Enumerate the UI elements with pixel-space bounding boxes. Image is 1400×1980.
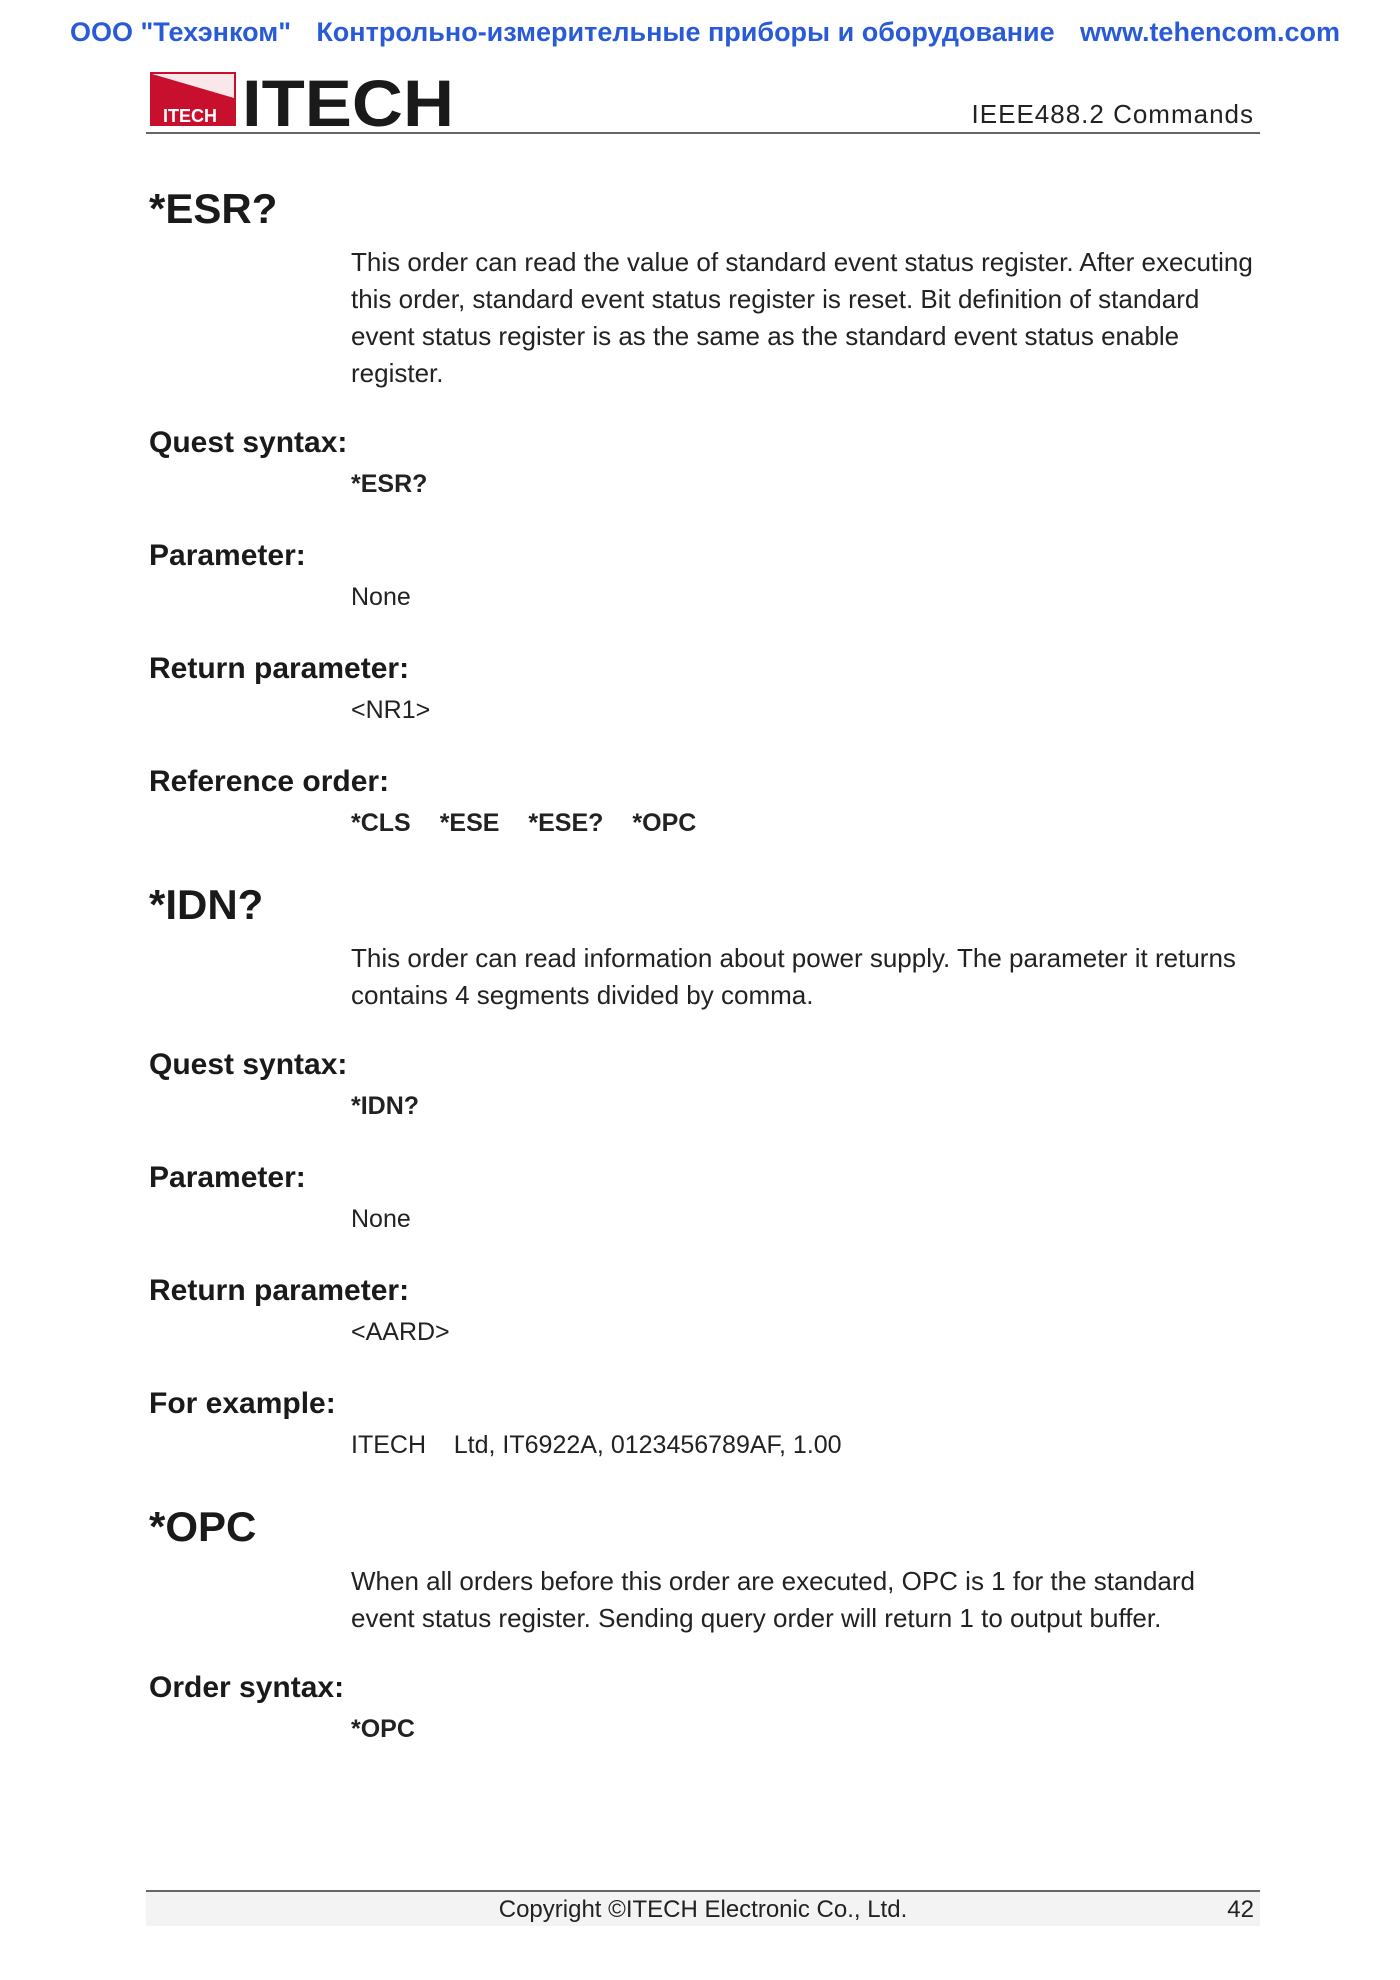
reference-cls: *CLS xyxy=(351,809,411,838)
company-website[interactable]: www.tehencom.com xyxy=(1079,16,1340,47)
reference-order-list xyxy=(351,809,1261,838)
footer-copyright: Copyright ©ITECH Electronic Co., Ltd. xyxy=(498,1896,908,1923)
quest-syntax-label: Quest syntax: xyxy=(149,426,348,460)
return-parameter-label: Return parameter: xyxy=(149,1274,410,1308)
logo-small-text: ITECH xyxy=(163,106,217,126)
reference-order-label: Reference order: xyxy=(149,765,390,799)
return-parameter-value: <AARD> xyxy=(351,1318,450,1347)
quest-syntax-value: *IDN? xyxy=(351,1092,420,1121)
quest-syntax-label: Quest syntax: xyxy=(149,1048,348,1082)
itech-logo xyxy=(150,68,460,130)
parameter-label: Parameter: xyxy=(149,1161,306,1195)
command-description: This order can read the value of standard event status register. After executing this order, standard event status register is reset. Bit definition of standard event status register is as the same as the standard event status enable register. xyxy=(351,247,1253,389)
header-section-title: IEEE488.2 Commands xyxy=(971,99,1254,129)
example-label: For example: xyxy=(149,1387,336,1421)
reference-ese: *ESE xyxy=(439,809,500,838)
company-tagline: Контрольно-измерительные приборы и оборудование xyxy=(316,16,1055,47)
command-title: *IDN? xyxy=(149,881,264,929)
command-description: This order can read information about power supply. The parameter it returns contains 4 segments divided by comma. xyxy=(351,943,1236,1011)
command-section-idn xyxy=(149,882,1261,1460)
order-syntax-label: Order syntax: xyxy=(149,1670,345,1704)
reference-ese-query: *ESE? xyxy=(528,809,604,838)
reference-opc: *OPC xyxy=(632,809,697,838)
page-number: 42 xyxy=(1227,1896,1254,1923)
company-name: ООО "Техэнком" xyxy=(70,16,292,47)
page-header xyxy=(146,64,1260,134)
return-parameter-label: Return parameter: xyxy=(149,652,410,686)
parameter-value: None xyxy=(351,1205,411,1234)
parameter-label: Parameter: xyxy=(149,539,306,573)
parameter-value: None xyxy=(351,583,411,612)
order-syntax-value: *OPC xyxy=(351,1714,415,1743)
command-section-esr xyxy=(149,186,1261,838)
document-body xyxy=(149,172,1261,1788)
command-description: When all orders before this order are executed, OPC is 1 for the standard event status register. Sending query order will return 1 to output buffer. xyxy=(351,1565,1195,1633)
quest-syntax-value: *ESR? xyxy=(351,470,428,499)
logo-large-text: ITECH xyxy=(242,68,454,130)
top-banner xyxy=(70,14,1340,50)
command-title: *OPC xyxy=(149,1503,257,1551)
return-parameter-value: <NR1> xyxy=(351,696,431,725)
page-footer xyxy=(146,1890,1260,1926)
command-section-opc xyxy=(149,1504,1261,1743)
command-title: *ESR? xyxy=(149,185,278,232)
example-value: ITECH Ltd, IT6922A, 0123456789AF, 1.00 xyxy=(351,1431,842,1460)
